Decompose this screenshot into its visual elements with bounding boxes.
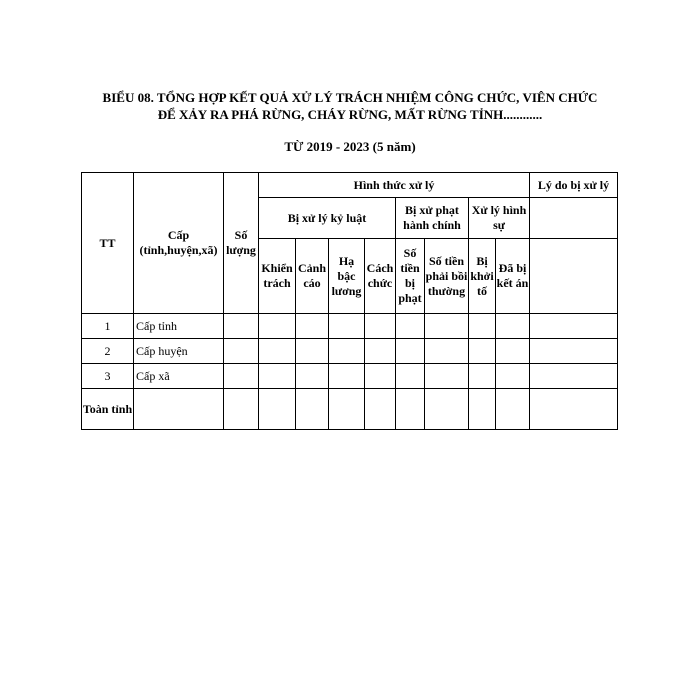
table-cell [296,314,329,339]
table-cell [530,364,618,389]
table-cell [224,339,259,364]
table-cell [530,314,618,339]
row-level: Cấp huyện [134,339,224,364]
table-cell [469,339,496,364]
table-cell [365,314,396,339]
table-cell [259,389,296,430]
header-cach-chuc: Cách chức [365,239,396,314]
table-cell [396,339,425,364]
table-cell [329,389,365,430]
table-cell [396,314,425,339]
table-cell [396,364,425,389]
table-row [82,364,618,389]
row-tt: 2 [82,339,134,364]
table-cell [496,389,530,430]
total-row [82,389,618,430]
header-so-luong: Số lượng [224,173,259,314]
table-cell [259,364,296,389]
table-cell [224,314,259,339]
table-cell [224,364,259,389]
table-cell [425,364,469,389]
total-label: Toàn tỉnh [82,389,134,430]
table-cell [365,364,396,389]
table-cell [496,364,530,389]
header-row-1 [82,173,618,198]
header-empty-cell [530,198,618,239]
table-row [82,314,618,339]
table-cell [469,389,496,430]
document-period: TỪ 2019 - 2023 (5 năm) [284,139,416,154]
row-level: Cấp xã [134,364,224,389]
header-tt: TT [82,173,134,314]
header-so-tien-bi-phat: Số tiền bị phạt [396,239,425,314]
header-empty-cell [530,239,618,314]
report-table [81,172,618,430]
header-ly-do: Lý do bị xử lý [530,173,618,198]
table-cell [425,389,469,430]
table-cell [296,339,329,364]
table-cell [259,339,296,364]
table-cell [296,364,329,389]
table-cell [469,364,496,389]
table-cell [365,339,396,364]
table-cell [530,389,618,430]
header-khien-trach: Khiển trách [259,239,296,314]
table-cell [469,314,496,339]
table-row [82,339,618,364]
header-hanh-chinh: Bị xử phạt hành chính [396,198,469,239]
header-hinh-su: Xử lý hình sự [469,198,530,239]
row-tt: 3 [82,364,134,389]
header-da-bi-ket-an: Đã bị kết án [496,239,530,314]
table-cell [224,389,259,430]
row-tt: 1 [82,314,134,339]
table-cell [425,339,469,364]
header-ky-luat: Bị xử lý kỷ luật [259,198,396,239]
document-title-line-2: ĐỂ XẢY RA PHÁ RỪNG, CHÁY RỪNG, MẤT RỪNG TỈNH............ [157,107,543,122]
header-canh-cao: Cảnh cáo [296,239,329,314]
header-bi-khoi-to: Bị khởi tố [469,239,496,314]
table-cell [425,314,469,339]
header-hinh-thuc-xu-ly: Hình thức xử lý [259,173,530,198]
table-cell [296,389,329,430]
table-cell [259,314,296,339]
table-cell [134,389,224,430]
table-cell [496,339,530,364]
header-ha-bac-luong: Hạ bậc lương [329,239,365,314]
table-cell [329,364,365,389]
header-cap: Cấp (tỉnh,huyện,xã) [134,173,224,314]
table-cell [365,389,396,430]
table-cell [329,339,365,364]
table-cell [530,339,618,364]
table-cell [496,314,530,339]
table-cell [329,314,365,339]
document-title-line-1: BIỂU 08. TỔNG HỢP KẾT QUẢ XỬ LÝ TRÁCH NHIỆM CÔNG CHỨC, VIÊN CHỨC [102,90,598,105]
header-so-tien-boi-thuong: Số tiền phải bồi thường [425,239,469,314]
table-cell [396,389,425,430]
row-level: Cấp tỉnh [134,314,224,339]
